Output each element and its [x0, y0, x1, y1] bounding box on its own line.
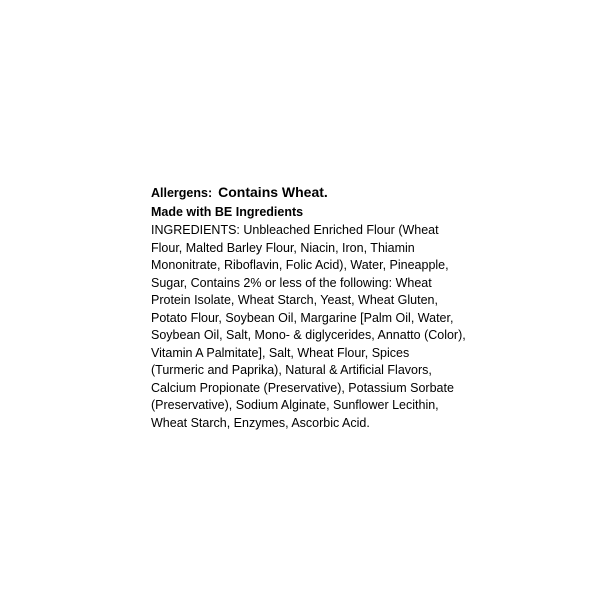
allergens-statement	[151, 183, 481, 203]
ingredients-list	[151, 222, 481, 432]
allergens-value: Contains Wheat.	[218, 184, 328, 200]
ingredients-line: (Turmeric and Paprika), Natural & Artificial Flavors,	[151, 363, 432, 377]
allergens-heading: Allergens:	[151, 186, 213, 200]
ingredients-line: Vitamin A Palmitate], Salt, Wheat Flour, Spices	[151, 345, 410, 360]
ingredients-line: Calcium Propionate (Preservative), Potassium Sorbate	[151, 380, 454, 395]
ingredients-line: Soybean Oil, Salt, Mono- & diglycerides, Annatto (Color),	[151, 328, 466, 342]
ingredients-line: Mononitrate, Riboflavin, Folic Acid), Water, Pineapple,	[151, 258, 449, 272]
ingredients-line: Potato Flour, Soybean Oil, Margarine [Palm Oil, Water,	[151, 310, 454, 325]
ingredients-line: Flour, Malted Barley Flour, Niacin, Iron, Thiamin	[151, 240, 415, 255]
ingredient-label	[151, 183, 481, 432]
ingredients-line: Wheat Starch, Enzymes, Ascorbic Acid.	[151, 415, 370, 430]
ingredients-line: Protein Isolate, Wheat Starch, Yeast, Wheat Gluten,	[151, 293, 438, 307]
ingredients-line: (Preservative), Sodium Alginate, Sunflower Lecithin,	[151, 398, 439, 412]
ingredients-line: Sugar, Contains 2% or less of the following: Wheat	[151, 275, 432, 290]
ingredients-line: INGREDIENTS: Unbleached Enriched Flour (Wheat	[151, 223, 439, 237]
be-ingredients-statement: Made with BE Ingredients	[151, 205, 304, 219]
